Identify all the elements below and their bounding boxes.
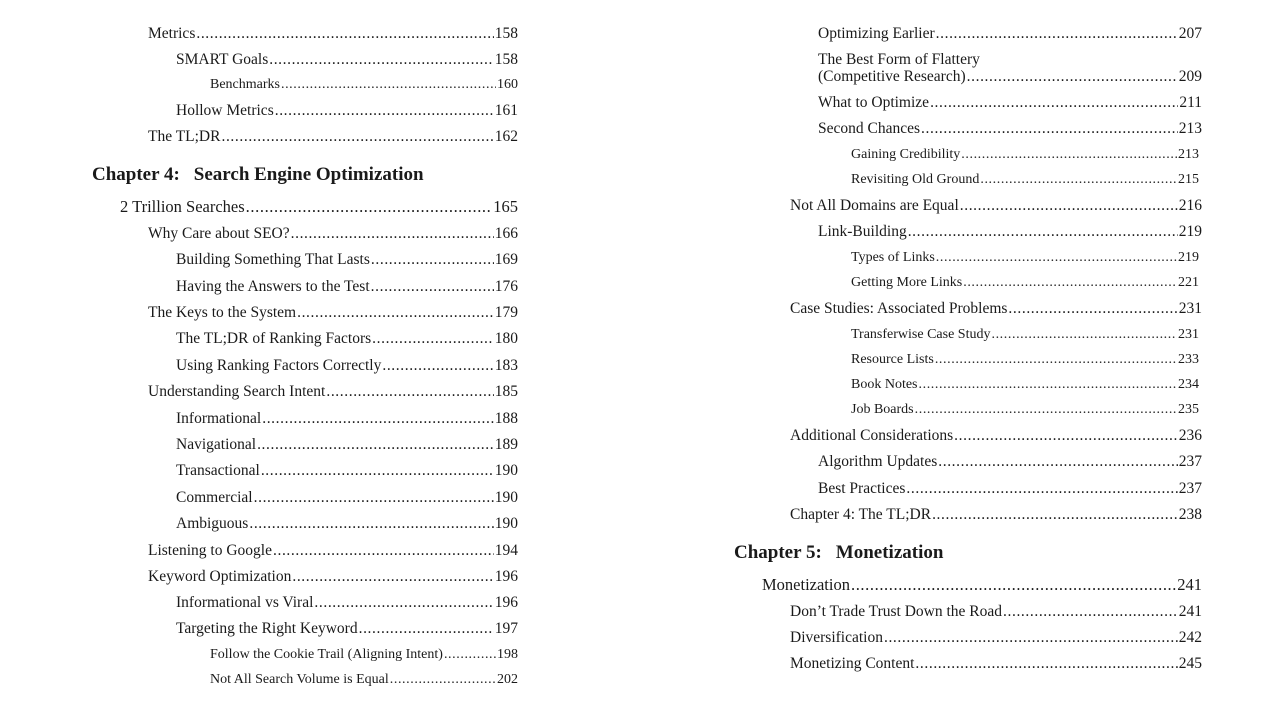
toc-entry-page: 216 xyxy=(1178,197,1202,214)
leader-dots xyxy=(991,327,1177,343)
toc-entry-label: What to Optimize xyxy=(818,94,930,111)
leader-dots xyxy=(930,94,1178,112)
leader-dots xyxy=(851,576,1176,595)
toc-entry-page: 207 xyxy=(1178,25,1202,42)
toc-entry-label: Second Chances xyxy=(818,120,921,137)
toc-entry-label: The TL;DR xyxy=(148,128,221,145)
toc-entry-page: 213 xyxy=(1178,120,1202,137)
chapter-title: Search Engine Optimization xyxy=(193,164,424,185)
toc-entry[interactable] xyxy=(818,120,1202,138)
toc-entry-label: Metrics xyxy=(148,25,196,42)
chapter-heading xyxy=(92,164,424,186)
toc-entry-label: Building Something That Lasts xyxy=(176,251,370,268)
toc-entry[interactable] xyxy=(176,357,518,375)
toc-entry-page: 231 xyxy=(1178,300,1202,317)
leader-dots xyxy=(314,594,493,612)
toc-entry[interactable] xyxy=(851,172,1199,188)
toc-entry-page: 237 xyxy=(1178,453,1202,470)
toc-entry-label-line1[interactable]: The Best Form of Flattery xyxy=(818,51,980,68)
toc-entry[interactable] xyxy=(790,655,1202,673)
toc-entry-label: Transferwise Case Study xyxy=(851,327,991,342)
leader-dots xyxy=(326,383,493,401)
toc-entry-label: Monetizing Content xyxy=(790,655,915,672)
leader-dots xyxy=(932,506,1178,524)
toc-entry-page: 219 xyxy=(1178,223,1202,240)
toc-entry-label: (Competitive Research) xyxy=(818,68,966,85)
leader-dots xyxy=(262,410,494,428)
toc-entry-page: 165 xyxy=(493,197,518,216)
leader-dots xyxy=(961,147,1177,163)
toc-entry[interactable] xyxy=(790,300,1202,318)
toc-entry-label: Chapter 4: The TL;DR xyxy=(790,506,932,523)
toc-entry-page: 241 xyxy=(1177,575,1202,594)
leader-dots xyxy=(938,453,1178,471)
toc-entry[interactable] xyxy=(818,94,1202,112)
toc-entry[interactable] xyxy=(790,506,1202,524)
leader-dots xyxy=(372,330,494,348)
toc-entry-page: 196 xyxy=(494,594,518,611)
toc-entry-label: Transactional xyxy=(176,462,260,479)
leader-dots xyxy=(382,357,493,375)
leader-dots xyxy=(371,278,494,296)
toc-entry-label: Navigational xyxy=(176,436,257,453)
toc-entry-page: 237 xyxy=(1178,480,1202,497)
toc-entry-label: Case Studies: Associated Problems xyxy=(790,300,1008,317)
toc-entry-page: 234 xyxy=(1178,377,1199,392)
leader-dots xyxy=(919,377,1178,393)
toc-entry-label: Not All Domains are Equal xyxy=(790,197,959,214)
leader-dots xyxy=(390,672,496,688)
toc-entry[interactable] xyxy=(851,250,1199,266)
toc-entry-label: Listening to Google xyxy=(148,542,272,559)
chapter-heading xyxy=(734,542,943,564)
leader-dots xyxy=(261,462,494,480)
toc-entry-label: Book Notes xyxy=(851,377,918,392)
toc-entry-label: The Keys to the System xyxy=(148,304,297,321)
toc-entry-page: 176 xyxy=(494,278,518,295)
toc-entry-page: 245 xyxy=(1178,655,1202,672)
toc-entry[interactable] xyxy=(176,410,518,428)
toc-entry-label: Commercial xyxy=(176,489,253,506)
leader-dots xyxy=(908,223,1178,241)
leader-dots xyxy=(254,489,494,507)
toc-entry-label: Gaining Credibility xyxy=(851,147,961,162)
toc-entry[interactable] xyxy=(818,223,1202,241)
leader-dots xyxy=(1008,300,1177,318)
toc-entry[interactable] xyxy=(176,594,518,612)
toc-entry-label: Hollow Metrics xyxy=(176,102,274,119)
toc-entry[interactable] xyxy=(818,25,1202,43)
toc-entry-page: 233 xyxy=(1178,352,1199,367)
leader-dots xyxy=(275,102,494,120)
toc-entry[interactable] xyxy=(818,68,1202,86)
toc-entry[interactable] xyxy=(762,576,1202,595)
toc-entry-page: 179 xyxy=(494,304,518,321)
toc-entry-label: Job Boards xyxy=(851,402,914,417)
toc-entry-label: Understanding Search Intent xyxy=(148,383,326,400)
toc-entry[interactable] xyxy=(148,542,518,560)
leader-dots xyxy=(915,655,1177,673)
toc-entry-label: Why Care about SEO? xyxy=(148,225,290,242)
toc-entry-page: 211 xyxy=(1179,94,1202,111)
toc-entry-label: Getting More Links xyxy=(851,275,963,290)
toc-entry-label: Optimizing Earlier xyxy=(818,25,935,42)
toc-entry-page: 221 xyxy=(1178,275,1199,290)
toc-entry-page: 190 xyxy=(494,462,518,479)
leader-dots xyxy=(980,172,1177,188)
toc-entry-label: Types of Links xyxy=(851,250,935,265)
toc-entry[interactable] xyxy=(148,383,518,401)
toc-entry-page: 189 xyxy=(494,436,518,453)
toc-entry-label: Having the Answers to the Test xyxy=(176,278,370,295)
toc-entry-label: Follow the Cookie Trail (Aligning Intent) xyxy=(210,647,443,662)
toc-entry-page: 166 xyxy=(494,225,518,242)
toc-entry[interactable] xyxy=(176,489,518,507)
toc-entry-label: Benchmarks xyxy=(210,77,280,92)
toc-entry[interactable] xyxy=(176,278,518,296)
leader-dots xyxy=(915,402,1177,418)
leader-dots xyxy=(936,25,1178,43)
chapter-number: Chapter 4: xyxy=(92,164,180,185)
toc-entry[interactable] xyxy=(851,377,1199,393)
toc-entry-page: 160 xyxy=(497,77,518,92)
toc-entry-label: The TL;DR of Ranking Factors xyxy=(176,330,372,347)
toc-entry[interactable] xyxy=(851,275,1199,291)
toc-entry[interactable] xyxy=(148,568,518,586)
toc-entry-page: 190 xyxy=(494,515,518,532)
leader-dots xyxy=(269,51,494,69)
toc-entry-label: Keyword Optimization xyxy=(148,568,292,585)
toc-entry-label: Don’t Trade Trust Down the Road xyxy=(790,603,1003,620)
toc-entry-page: 188 xyxy=(494,410,518,427)
toc-entry-page: 158 xyxy=(494,25,518,42)
toc-entry[interactable] xyxy=(851,327,1199,343)
toc-entry-label: Link-Building xyxy=(818,223,907,240)
toc-entry[interactable] xyxy=(790,197,1202,215)
toc-entry-page: 209 xyxy=(1178,68,1202,85)
toc-entry[interactable] xyxy=(790,427,1202,445)
toc-entry-label: Additional Considerations xyxy=(790,427,954,444)
chapter-number: Chapter 5: xyxy=(734,542,822,563)
toc-entry-page: 213 xyxy=(1178,147,1199,162)
toc-entry[interactable] xyxy=(176,102,518,120)
toc-entry-page: 194 xyxy=(494,542,518,559)
toc-entry[interactable] xyxy=(148,25,518,43)
toc-entry-page: 190 xyxy=(494,489,518,506)
toc-entry-label: Algorithm Updates xyxy=(818,453,938,470)
toc-entry-page: 231 xyxy=(1178,327,1199,342)
toc-entry[interactable] xyxy=(148,304,518,322)
toc-entry-label: Resource Lists xyxy=(851,352,934,367)
toc-entry-page: 183 xyxy=(494,357,518,374)
toc-entry-page: 202 xyxy=(497,672,518,687)
toc-entry-label: Targeting the Right Keyword xyxy=(176,620,358,637)
toc-entry[interactable] xyxy=(210,647,518,663)
chapter-title: Monetization xyxy=(835,542,944,563)
toc-entry-label: Not All Search Volume is Equal xyxy=(210,672,389,687)
toc-entry-label: 2 Trillion Searches xyxy=(120,197,245,216)
leader-dots xyxy=(249,515,493,533)
leader-dots xyxy=(297,304,494,322)
leader-dots xyxy=(281,77,496,93)
toc-entry[interactable] xyxy=(210,77,518,93)
leader-dots xyxy=(963,275,1177,291)
toc-entry[interactable] xyxy=(120,198,518,217)
toc-entry-page: 161 xyxy=(494,102,518,119)
leader-dots xyxy=(921,120,1178,138)
toc-entry-page: 162 xyxy=(494,128,518,145)
leader-dots xyxy=(967,68,1178,86)
leader-dots xyxy=(444,647,496,663)
toc-entry-page: 241 xyxy=(1178,603,1202,620)
leader-dots xyxy=(273,542,494,560)
toc-entry[interactable] xyxy=(851,402,1199,418)
toc-entry-label: SMART Goals xyxy=(176,51,269,68)
toc-entry[interactable] xyxy=(851,147,1199,163)
toc-entry[interactable] xyxy=(851,352,1199,368)
toc-entry-page: 197 xyxy=(494,620,518,637)
toc-entry-page: 238 xyxy=(1178,506,1202,523)
toc-entry-page: 198 xyxy=(497,647,518,662)
toc-entry[interactable] xyxy=(210,672,518,688)
leader-dots xyxy=(884,629,1178,647)
toc-entry-label: Informational xyxy=(176,410,262,427)
toc-entry-page: 215 xyxy=(1178,172,1199,187)
leader-dots xyxy=(257,436,494,454)
leader-dots xyxy=(291,225,494,243)
toc-entry-label: Informational vs Viral xyxy=(176,594,314,611)
leader-dots xyxy=(246,198,493,217)
toc-entry-label: Using Ranking Factors Correctly xyxy=(176,357,382,374)
leader-dots xyxy=(371,251,494,269)
leader-dots xyxy=(906,480,1177,498)
toc-entry[interactable] xyxy=(148,225,518,243)
toc-entry-page: 169 xyxy=(494,251,518,268)
toc-entry-page: 236 xyxy=(1178,427,1202,444)
toc-entry-page: 219 xyxy=(1178,250,1199,265)
toc-entry[interactable] xyxy=(148,128,518,146)
leader-dots xyxy=(196,25,493,43)
leader-dots xyxy=(292,568,493,586)
toc-entry[interactable] xyxy=(176,330,518,348)
toc-entry[interactable] xyxy=(176,462,518,480)
toc-entry-page: 185 xyxy=(494,383,518,400)
leader-dots xyxy=(935,352,1177,368)
leader-dots xyxy=(221,128,493,146)
toc-entry-label: Best Practices xyxy=(818,480,906,497)
toc-entry[interactable] xyxy=(176,620,518,638)
toc-entry[interactable] xyxy=(176,515,518,533)
toc-entry-page: 242 xyxy=(1178,629,1202,646)
toc-entry-label: Ambiguous xyxy=(176,515,249,532)
leader-dots xyxy=(954,427,1178,445)
toc-entry-page: 235 xyxy=(1178,402,1199,417)
toc-entry[interactable] xyxy=(818,453,1202,471)
toc-entry[interactable] xyxy=(790,603,1202,621)
toc-entry-label: Diversification xyxy=(790,629,883,646)
toc-entry-page: 158 xyxy=(494,51,518,68)
toc-entry[interactable] xyxy=(790,629,1202,647)
leader-dots xyxy=(1003,603,1178,621)
toc-entry-label: Monetization xyxy=(762,575,850,594)
leader-dots xyxy=(960,197,1178,215)
leader-dots xyxy=(359,620,494,638)
leader-dots xyxy=(936,250,1177,266)
toc-entry[interactable] xyxy=(176,251,518,269)
toc-entry-label: Revisiting Old Ground xyxy=(851,172,980,187)
toc-entry[interactable] xyxy=(176,51,518,69)
toc-entry-page: 180 xyxy=(494,330,518,347)
toc-entry[interactable] xyxy=(818,480,1202,498)
toc-entry-page: 196 xyxy=(494,568,518,585)
toc-entry[interactable] xyxy=(176,436,518,454)
